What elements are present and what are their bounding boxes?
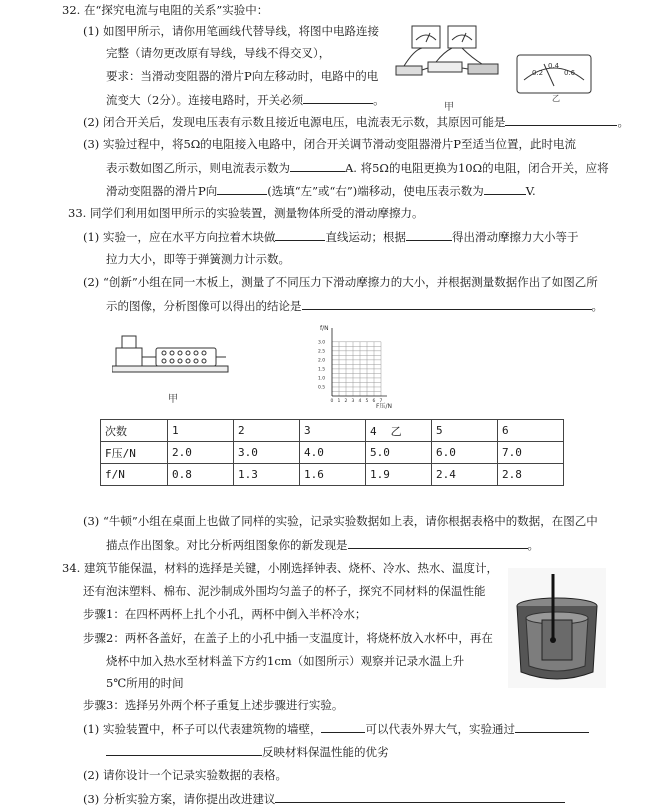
y-tick-label: 0.5	[318, 385, 326, 391]
q34-part3	[83, 791, 565, 806]
q34-part1-line2-text: 反映材料保温性能的优劣	[262, 745, 389, 759]
answer-blank[interactable]	[505, 114, 617, 126]
q32-part3-line3c: V.	[525, 184, 536, 198]
circuit-figure	[392, 22, 504, 120]
q33-part1-line2: 拉力大小，即等于弹簧测力计示数。	[106, 252, 290, 266]
answer-blank[interactable]	[348, 537, 528, 549]
graph-y-label: f/N	[320, 325, 329, 332]
table-cell: 0.8	[168, 464, 234, 486]
ammeter-icon	[412, 26, 440, 48]
friction-graph	[316, 322, 392, 414]
q34-title: 34. 建筑节能保温，材料的选择是关键，小刚选择钟表、烧杯、冷水、热水、温度计，	[62, 561, 498, 575]
x-tick-label: 5	[365, 399, 369, 404]
table-cell	[366, 420, 432, 442]
q33-part2-line1: (2) “创新”小组在同一木板上，测量了不同压力下滑动摩擦力的大小，并根据测量数据作出了如图乙所	[83, 275, 598, 289]
table-cell: 2.0	[168, 442, 234, 464]
x-tick-label: 7	[379, 399, 383, 404]
q34-step1: 步骤1：在四杯两杯上扎个小孔，两杯中倒入半杯冷水；	[83, 607, 367, 621]
answer-blank[interactable]	[515, 721, 589, 733]
q32-part3-line3a: 滑动变阻器的滑片P向	[106, 184, 218, 198]
friction-apparatus-figure	[112, 330, 230, 410]
q33-part3-line2: 描点作出图象。对比分析两组图象你的新发现是 。	[106, 538, 539, 552]
table-row	[101, 442, 564, 464]
answer-blank[interactable]	[106, 744, 262, 756]
q34-step2-line2: 烧杯中加入热水至材料盖下方约1cm（如图所示）观察并记录水温上升	[106, 654, 465, 668]
q32-part3-line1: (3) 实验过程中，将5Ω的电阻接入电路中，闭合开关调节滑动变阻器滑片P至适当位置，此时电流	[83, 137, 577, 151]
answer-blank[interactable]	[484, 183, 526, 195]
table-cell: 5.0	[366, 442, 432, 464]
table-cell: 2	[234, 420, 300, 442]
q34-part3-text: (3) 分析实验方案，请你提出改进建议	[83, 792, 276, 806]
q32-part3-line3	[106, 183, 536, 198]
table-cell: 2.4	[432, 464, 498, 486]
x-tick-label: 3	[351, 399, 355, 404]
x-tick-label: 1	[337, 399, 341, 404]
table-cell: 3	[300, 420, 366, 442]
q34-step2-line1: 步骤2：两杯各盖好，在盖子上的小孔中插一支温度计，将烧杯放入水杯中，再在	[83, 631, 493, 645]
answer-blank[interactable]	[303, 92, 373, 104]
table-cell: 6	[498, 420, 564, 442]
q33-part2-line2: 示的图像，分析图像可以得出的结论是 。	[106, 299, 603, 313]
table-header-cell: f/N	[101, 464, 168, 486]
wood-block-icon	[116, 348, 142, 366]
table-cell: 1.9	[366, 464, 432, 486]
answer-blank[interactable]	[321, 721, 365, 733]
table-cell: 1	[168, 420, 234, 442]
q33-part3-line2-text: 描点作出图象。对比分析两组图象你的新发现是	[106, 538, 348, 552]
answer-blank[interactable]	[302, 298, 592, 310]
q32-part2-text: (2) 闭合开关后，发现电压表有示数且接近电源电压，电流表无示数，其原因可能是	[83, 115, 506, 129]
q33-part1-line1	[83, 229, 578, 244]
q34-part1-line1a: (1) 实验装置中，杯子可以代表建筑物的墙壁，	[83, 722, 322, 736]
board-icon	[112, 366, 228, 372]
battery-icon	[468, 64, 498, 74]
table-cell: 4.0	[300, 442, 366, 464]
table-figure-label-yi: 乙	[390, 424, 402, 438]
answer-blank[interactable]	[217, 183, 267, 195]
y-tick-label: 1.5	[318, 367, 326, 373]
y-tick-label: 2.5	[318, 349, 326, 355]
table-cell: 1.6	[300, 464, 366, 486]
rheostat-icon	[428, 62, 462, 72]
q34-step2-line3: 5℃所用的时间	[106, 676, 184, 690]
beaker-photo	[508, 568, 606, 688]
q32-part3-line2a: 表示数如图乙所示，则电流表示数为	[106, 161, 290, 175]
q32-part1-line2: 完整（请勿更改原有导线，导线不得交叉），	[106, 46, 331, 60]
table-cell: 7.0	[498, 442, 564, 464]
answer-blank[interactable]	[290, 160, 345, 172]
weight-icon	[122, 336, 136, 348]
inner-cup-icon	[542, 620, 572, 660]
q33-part1-line1b: 直线运动；根据	[325, 230, 406, 244]
q33-part1-line1a: (1) 实验一，应在水平方向拉着木块做	[83, 230, 276, 244]
voltmeter-icon	[448, 26, 476, 48]
y-tick-label: 1.0	[318, 376, 326, 382]
table-cell: 5	[432, 420, 498, 442]
figure-label-jia: 甲	[168, 394, 178, 405]
q32-part3-line2	[106, 160, 609, 175]
q32-part3-line2b: A. 将5Ω的电阻更换为10Ω的电阻，闭合开关，应将	[345, 161, 609, 175]
q34-part1-line2	[106, 744, 389, 759]
y-tick-label: 3.0	[318, 340, 326, 346]
q32-part1-line4: 流变大（2分）。连接电路时，开关必须 。	[106, 93, 385, 107]
q33-part3-line1: (3) “牛顿”小组在桌面上也做了同样的实验，记录实验数据如上表，请你根据表格中的数据，在图乙中	[83, 514, 598, 528]
x-tick-label: 6	[372, 399, 376, 404]
q32-part2: (2) 闭合开关后，发现电压表有示数且接近电源电压，电流表无示数，其原因可能是 。	[83, 115, 629, 129]
q32-title: 32. 在“探究电流与电阻的关系”实验中：	[62, 3, 269, 17]
q34-line2: 还有泡沫塑料、棉布、泥沙制成外围均匀盖子的杯子，探究不同材料的保温性能	[83, 584, 486, 598]
x-tick-label: 4	[358, 399, 362, 404]
table-row	[101, 464, 564, 486]
table-cell: 2.8	[498, 464, 564, 486]
q33-part2-line2-text: 示的图像，分析图像可以得出的结论是	[106, 299, 302, 313]
table-header-cell: 次数	[101, 420, 168, 442]
q34-part2: (2) 请你设计一个记录实验数据的表格。	[83, 768, 287, 782]
answer-blank[interactable]	[275, 791, 565, 803]
q32-part1-line4-text: 流变大（2分）。连接电路时，开关必须	[106, 93, 304, 107]
graph-x-label: F压/N	[376, 403, 392, 410]
dial-num-2: 0.4	[548, 62, 560, 70]
x-tick-label: 2	[344, 399, 348, 404]
table-cell: 6.0	[432, 442, 498, 464]
q33-part1-line1c: 得出滑动摩擦力大小等于	[451, 230, 579, 244]
dial-num-1: 0.2	[532, 69, 544, 77]
dial-num-3: 0.6	[564, 69, 576, 77]
table-cell-value: 4	[370, 424, 377, 438]
figure-label-jia: 甲	[444, 102, 454, 113]
q32-part3-line3b: (选填“左”或“右”)端移动，使电压表示数为	[267, 184, 484, 198]
x-tick-label: 0	[330, 399, 334, 404]
table-header-cell: F压/N	[101, 442, 168, 464]
q32-part1-line1: (1) 如图甲所示，请你用笔画线代替导线，将图中电路连接	[83, 24, 379, 38]
friction-data-table	[100, 419, 564, 486]
table-row	[101, 420, 564, 442]
answer-blank[interactable]	[406, 229, 452, 241]
q34-part1-line1	[83, 721, 589, 736]
q32-part1-line3: 要求：当滑动变阻器的滑片P向左移动时，电路中的电	[106, 69, 379, 83]
y-tick-label: 2.0	[318, 358, 326, 364]
q34-part1-line1b: 可以代表外界大气，实验通过	[365, 722, 515, 736]
table-cell: 3.0	[234, 442, 300, 464]
figure-label-yi: 乙	[552, 94, 560, 102]
q33-title: 33. 同学们利用如图甲所示的实验装置，测量物体所受的滑动摩擦力。	[68, 206, 424, 220]
answer-blank[interactable]	[275, 229, 325, 241]
spring-scale-icon	[156, 348, 216, 366]
q34-step3: 步骤3：选择另外两个杯子重复上述步骤进行实验。	[83, 698, 344, 712]
table-cell: 1.3	[234, 464, 300, 486]
ammeter-dial-figure	[514, 52, 596, 102]
resistor-icon	[396, 66, 422, 75]
